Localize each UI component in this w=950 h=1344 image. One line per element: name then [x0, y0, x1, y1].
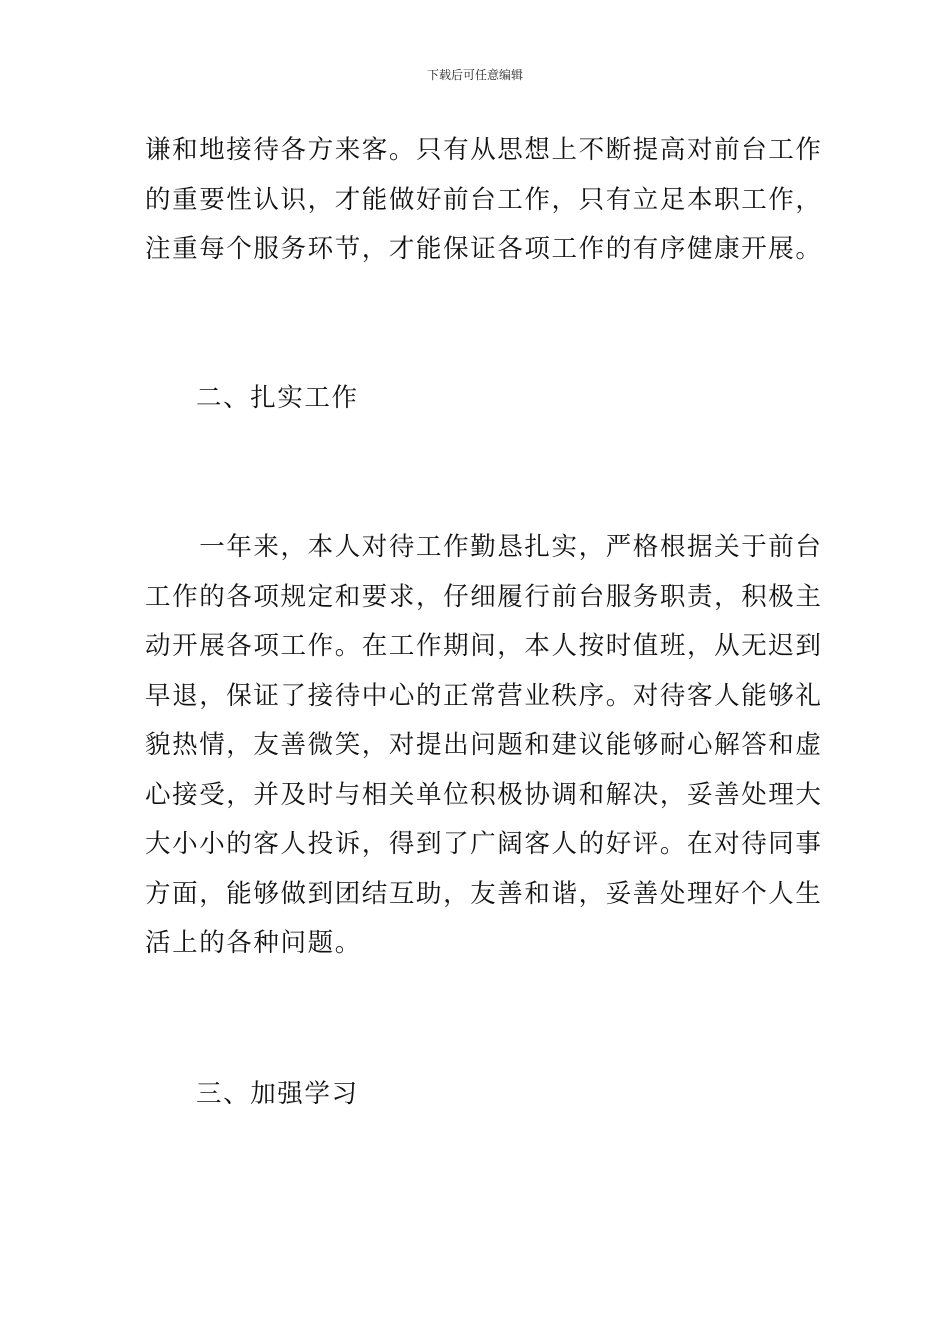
paragraph-line: 动开展各项工作。在工作期间，本人按时值班，从无迟到 [145, 631, 823, 661]
paragraph-1 [145, 126, 823, 275]
paragraph-line: 活上的各种问题。 [145, 928, 362, 958]
paragraph-2 [145, 523, 823, 969]
section-heading-3: 三、加强学习 [196, 1079, 359, 1109]
paragraph-line: 早退，保证了接待中心的正常营业秩序。对待客人能够礼 [145, 680, 823, 711]
paragraph-line: 的重要性认识，才能做好前台工作，只有立足本职工作， [145, 184, 823, 215]
paragraph-line: 大小小的客人投诉，得到了广阔客人的好评。在对待同事 [145, 829, 823, 859]
paragraph-line: 心接受，并及时与相关单位积极协调和解决，妥善处理大 [145, 779, 823, 810]
paragraph-line: 注重每个服务环节，才能保证各项工作的有序健康开展。 [145, 234, 823, 264]
paragraph-line: 一年来，本人对待工作勤恳扎实，严格根据关于前台 [145, 532, 823, 562]
paragraph-line: 谦和地接待各方来客。只有从思想上不断提高对前台工作 [145, 135, 823, 165]
section-heading-2: 二、扎实工作 [196, 383, 359, 413]
paragraph-line: 貌热情，友善微笑，对提出问题和建议能够耐心解答和虚 [145, 730, 823, 760]
header-note: 下载后可任意编辑 [426, 68, 523, 82]
paragraph-line: 工作的各项规定和要求，仔细履行前台服务职责，积极主 [145, 581, 823, 612]
paragraph-line: 方面，能够做到团结互助，友善和谐，妥善处理好个人生 [145, 878, 823, 909]
